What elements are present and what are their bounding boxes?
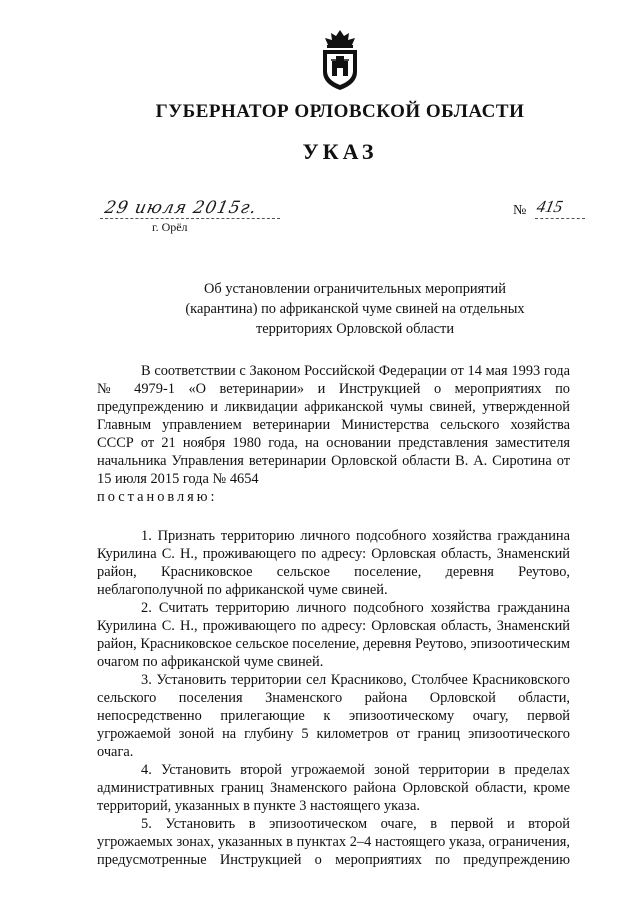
decree-body xyxy=(97,362,570,869)
decree-item: 5. Установить в эпизоотическом очаге, в первой и второй угрожаемых зонах, указанных в пунктах 2–4 настоящего указа, ограничения, предусмотренные Инструкцией о мероприятиях по предупреждению xyxy=(97,816,570,868)
decree-item: 2. Считать территорию личного подсобного хозяйства гражданина Курилина С. Н., проживающего по адресу: Орловская область, Знаменский район, Красниковское сельское поселение, деревня Реутово, эпизоотическим очагом по африканской чуме свиней. xyxy=(97,600,570,670)
decree-item: 3. Установить территории сел Красниково, Столбчее Красниковского сельского поселения Знаменского района Орловской области, непосредственно прилегающие к эпизоотическому очагу, первой угрожаемой зоной на глубину 5 километров от границ эпизоотического очага. xyxy=(97,672,570,760)
date-underline xyxy=(100,218,280,219)
handwritten-date: 29 июля 2015г. xyxy=(102,198,259,218)
handwritten-number: 415 xyxy=(535,197,565,216)
preamble-text: В соответствии с Законом Российской Федерации от 14 мая 1993 года № 4979-1 «О ветеринарии» и Инструкцией о мероприятиях по предупреждению и ликвидации африканской чумы свиней, утвержденной Главным управлением ветеринарии Министерства сельского хозяйства СССР от 21 ноября 1980 года, на основании представления заместителя начальника Управления ветеринарии Орловской области В. А. Сиротина от 15 июля 2015 года № 4654 xyxy=(97,363,570,487)
subject-line: территориях Орловской области xyxy=(255,321,455,337)
number-underline xyxy=(535,218,585,219)
city: г. Орёл xyxy=(152,220,188,234)
coat-of-arms-icon xyxy=(317,28,363,92)
decree-subject xyxy=(160,279,550,339)
decree-item: 4. Установить второй угрожаемой зоной территории в пределах административных границ Знаменского района Орловской области, кроме территорий, указанных в пункте 3 настоящего указа. xyxy=(97,762,570,814)
document-type: УКАЗ xyxy=(302,139,378,164)
preamble-paragraph xyxy=(97,362,570,506)
decree-word: постановляю: xyxy=(97,489,218,505)
subject-line: Об установлении ограничительных мероприятий xyxy=(204,281,506,297)
decree-item: 1. Признать территорию личного подсобного хозяйства гражданина Курилина С. Н., проживающего по адресу: Орловская область, Знаменский район, Красниковское сельское поселение, деревня Реутово, неблагополучной по африканской чуме свиней. xyxy=(97,528,570,598)
number-label: № xyxy=(513,203,527,218)
issuer-title: ГУБЕРНАТОР ОРЛОВСКОЙ ОБЛАСТИ xyxy=(155,101,525,122)
subject-line: (карантина) по африканской чуме свиней на отдельных xyxy=(185,301,525,317)
